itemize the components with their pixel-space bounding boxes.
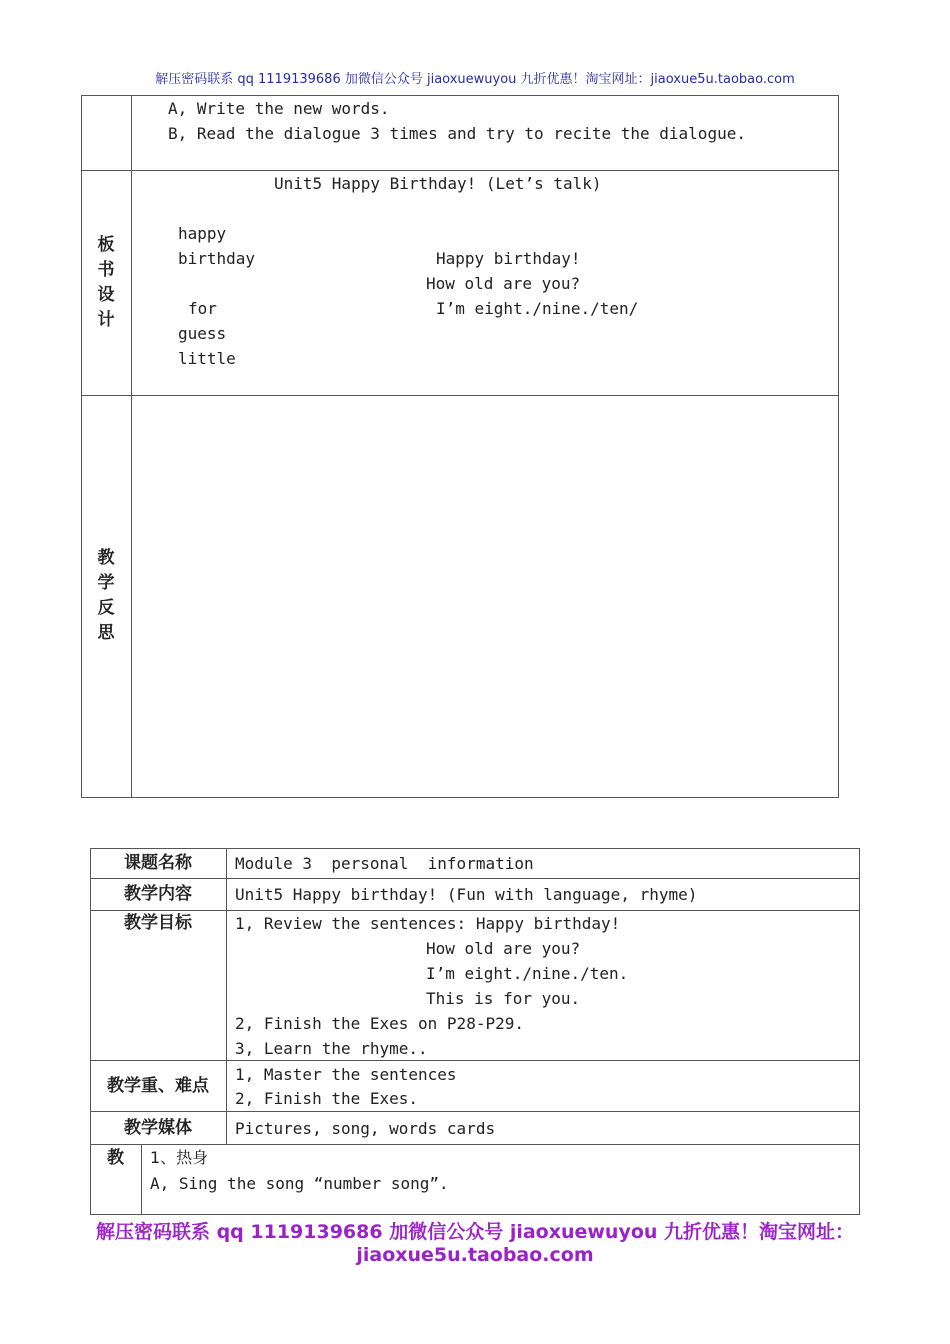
goal-line: 1, Review the sentences: Happy birthday! — [235, 914, 621, 933]
board-word: happy — [178, 224, 227, 243]
board-word: for — [188, 299, 217, 318]
board-sentence: Happy birthday! — [436, 249, 581, 268]
topic-label: 课题名称 — [124, 853, 192, 873]
media-label: 教学媒体 — [124, 1118, 192, 1138]
footer-watermark-line-2: jiaoxue5u.taobao.com — [356, 1244, 594, 1266]
content-value: Unit5 Happy birthday! (Fun with language, rhyme) — [235, 885, 698, 904]
teaching-reflection-label: 教 学 反 思 — [97, 548, 115, 643]
board-word: little — [178, 349, 236, 368]
key-point-line: 2, Finish the Exes. — [235, 1089, 419, 1108]
key-points-label: 教学重、难点 — [107, 1076, 209, 1096]
board-design-label: 板 书 设 计 — [97, 235, 115, 330]
footer-watermark-line-1: 解压密码联系 qq 1119139686 加微信公众号 jiaoxuewuyou 九折优惠！淘宝网址： — [95, 1221, 855, 1243]
goal-line: 2, Finish the Exes on P28-P29. — [235, 1014, 524, 1033]
goal-line: This is for you. — [426, 989, 581, 1008]
homework-line-b: B, Read the dialogue 3 times and try to recite the dialogue. — [168, 124, 746, 143]
goal-line: How old are you? — [426, 939, 581, 958]
process-line: A, Sing the song “number song”. — [150, 1174, 449, 1193]
media-value: Pictures, song, words cards — [235, 1119, 496, 1138]
content-label: 教学内容 — [124, 884, 192, 904]
topic-value: Module 3 personal information — [235, 854, 534, 873]
board-word: guess — [178, 324, 227, 343]
board-sentence: How old are you? — [426, 274, 581, 293]
key-point-line: 1, Master the sentences — [235, 1065, 457, 1084]
board-sentence: I’m eight./nine./ten/ — [436, 299, 639, 318]
homework-line-a: A, Write the new words. — [168, 99, 390, 118]
goals-label: 教学目标 — [124, 913, 192, 933]
goal-line: 3, Learn the rhyme.. — [235, 1039, 428, 1058]
header-watermark-note: 解压密码联系 qq 1119139686 加微信公众号 jiaoxuewuyou 九折优惠！淘宝网址：jiaoxue5u.taobao.com — [155, 72, 795, 87]
goal-line: I’m eight./nine./ten. — [426, 964, 629, 983]
process-label: 教 — [107, 1148, 124, 1168]
process-line: 1、热身 — [150, 1148, 209, 1167]
board-title: Unit5 Happy Birthday! (Let’s talk) — [274, 174, 602, 193]
board-word: birthday — [178, 249, 256, 268]
